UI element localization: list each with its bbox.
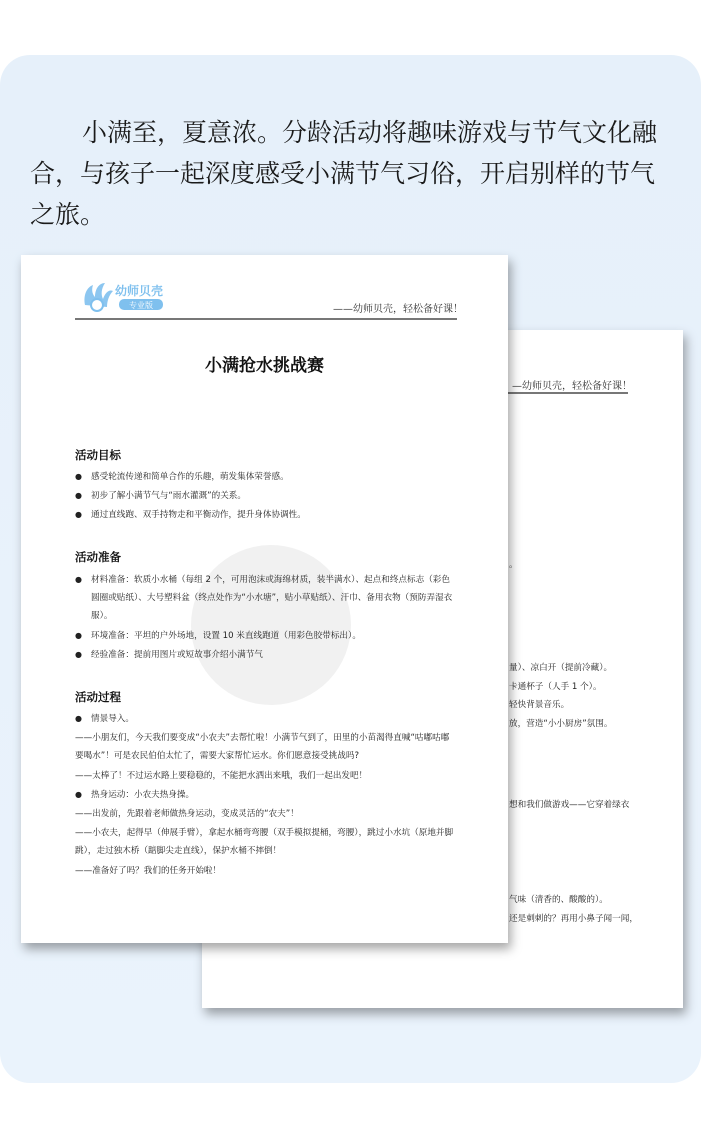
section-heading-goals: 活动目标 bbox=[75, 448, 121, 462]
list-item: ● 初步了解小满节气与“雨水灌溉”的关系。 bbox=[75, 487, 457, 505]
list-item: ● 环境准备：平坦的户外场地，设置 10 米直线跑道（用彩色胶带标出）。 bbox=[75, 627, 457, 645]
back-fragment: 想和我们做游戏——它穿着绿衣 bbox=[509, 800, 630, 810]
back-fragment: 放，营造“小小厨房”氛围。 bbox=[509, 719, 613, 729]
dialogue-line: ——准备好了吗？我们的任务开始啦！ bbox=[75, 866, 222, 876]
back-fragment: 轻快背景音乐。 bbox=[509, 700, 570, 710]
list-item: ● 热身运动：小农夫热身操。 bbox=[75, 786, 457, 804]
back-fragment: 。 bbox=[509, 560, 518, 570]
section-heading-process: 活动过程 bbox=[75, 690, 121, 704]
dialogue-line: ——小朋友们，今天我们要变成“小农夫”去帮忙啦！小满节气到了，田里的小苗渴得直喊“咕嘟咕嘟要喝水”！可是农民伯伯太忙了，需要大家帮忙运水。你们愿意接受挑战吗? bbox=[75, 733, 450, 761]
document-title: 小满抢水挑战赛 bbox=[205, 356, 324, 376]
dialogue-line: ——小农夫，起得早（伸展手臂），拿起水桶弯弯腰（双手模拟提桶，弯腰），跳过小水坑（原地并脚跳），走过独木桥（踮脚尖走直线），保护水桶不摔倒！ bbox=[75, 828, 454, 856]
logo-text: 幼师贝壳 bbox=[115, 284, 164, 298]
front-tagline: ——幼师贝壳，轻松备好课！ bbox=[333, 304, 463, 315]
back-header-rule bbox=[502, 392, 628, 394]
back-fragment: 气味（清香的、酸酸的）。 bbox=[509, 895, 608, 905]
section-heading-prep: 活动准备 bbox=[75, 550, 121, 564]
dialogue-line: ——出发前，先跟着老师做热身运动，变成灵活的“农夫”！ bbox=[75, 809, 299, 819]
list-item: ● 材料准备：软质小水桶（每组 2 个，可用泡沫或海绵材质，装半满水）、起点和终点标志（彩色圆圈或贴纸）、大号塑料盆（终点处作为“小水塘”，贴小草贴纸）、汗巾、备用衣物（预防弄湿衣服）。 bbox=[75, 571, 457, 625]
list-item: ● 情景导入。 bbox=[75, 710, 457, 728]
logo-sub: 专业版 bbox=[129, 301, 153, 310]
list-item: ● 通过直线跑、双手持物走和平衡动作，提升身体协调性。 bbox=[75, 506, 457, 524]
front-header-rule bbox=[75, 318, 457, 320]
back-tagline: —幼师贝壳，轻松备好课！ bbox=[512, 381, 632, 392]
dialogue-line: ——太棒了！不过运水路上要稳稳的，不能把水洒出来哦，我们一起出发吧！ bbox=[75, 771, 368, 781]
back-fragment: 量）、凉白开（提前冷藏）。 bbox=[509, 663, 613, 673]
intro-paragraph: 小满至，夏意浓。分龄活动将趣味游戏与节气文化融合，与孩子一起深度感受小满节气习俗，开启别样的节气之旅。 bbox=[30, 118, 658, 229]
list-item: ● 感受轮流传递和简单合作的乐趣，萌发集体荣誉感。 bbox=[75, 468, 457, 486]
back-fragment: 卡通杯子（人手 1 个）。 bbox=[509, 682, 602, 692]
back-fragment: 还是刺刺的？再用小鼻子闻一闻， bbox=[509, 914, 638, 924]
document-page-front bbox=[21, 255, 508, 943]
list-item: ● 经验准备：提前用图片或短故事介绍小满节气 bbox=[75, 646, 457, 664]
shell-logo-icon bbox=[81, 279, 191, 313]
